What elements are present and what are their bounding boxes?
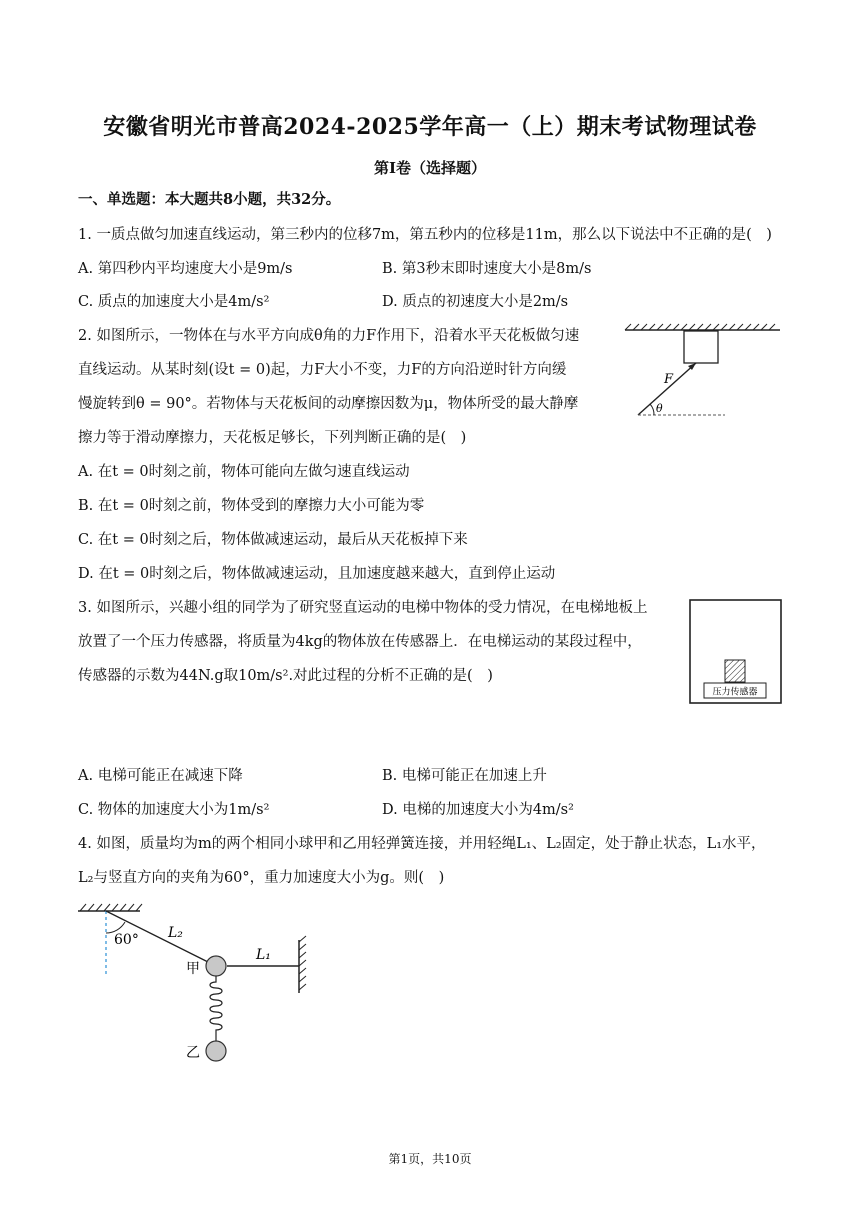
- q2-fig-theta-label: θ: [656, 402, 663, 415]
- q2-block: [684, 331, 718, 363]
- q4-fig-l1-label: L₁: [256, 947, 271, 963]
- q4-stem-line2: L₂与竖直方向的夹角为60°，重力加速度大小为g。则( ): [78, 870, 445, 886]
- section-subtitle: 第Ⅰ卷（选择题）: [373, 159, 487, 177]
- q3-stem-line3: 传感器的示数为44N.g取10m/s².对此过程的分析不正确的是( ): [78, 668, 493, 684]
- page-title: 安徽省明光市普高2024-2025学年高一（上）期末考试物理试卷: [103, 114, 757, 140]
- q1-option-d: D. 质点的初速度大小是2m/s: [382, 294, 569, 310]
- q2-stem-line1: 2. 如图所示，一物体在与水平方向成θ角的力F作用下，沿着水平天花板做匀速: [78, 328, 580, 344]
- q1-option-c: C. 质点的加速度大小是4m/s²: [78, 294, 270, 310]
- q4-fig-angle-label: 60°: [114, 932, 139, 948]
- q4-fig-l2-label: L₂: [168, 925, 183, 941]
- q3-stem-line2: 放置了一个压力传感器，将质量为4kg的物体放在传感器上．在电梯运动的某段过程中，: [78, 634, 642, 650]
- q2-force-arrow: [638, 363, 696, 415]
- q3-figure: [688, 598, 784, 706]
- q4-fig-yi-label: 乙: [186, 1045, 200, 1061]
- q4-spring: [210, 976, 222, 1041]
- q2-fig-f-label: F: [664, 372, 674, 387]
- q3-sensor-label: 压力传感器: [712, 687, 758, 698]
- q3-stem-line1: 3. 如图所示，兴趣小组的同学为了研究竖直运动的电梯中物体的受力情况，在电梯地板上: [78, 600, 648, 616]
- q2-stem-line4: 擦力等于滑动摩擦力，天花板足够长，下列判断正确的是( ): [78, 430, 467, 446]
- q2-option-b: B. 在t = 0时刻之前，物体受到的摩擦力大小可能为零: [78, 498, 425, 514]
- q4-stem-line1: 4. 如图，质量均为m的两个相同小球甲和乙用轻弹簧连接，并用轻绳L₁、L₂固定，处于静止状态，L₁水平，: [78, 836, 766, 852]
- q3-option-c: C. 物体的加速度大小为1m/s²: [78, 802, 270, 818]
- q4-ball-jia: [206, 956, 226, 976]
- q1-option-b: B. 第3秒末即时速度大小是8m/s: [382, 261, 592, 277]
- q4-figure: [70, 895, 320, 1070]
- page-footer: 第1页，共10页: [388, 1152, 472, 1166]
- q4-fig-jia-label: 甲: [186, 961, 200, 977]
- q4-ball-yi: [206, 1041, 226, 1061]
- q3-option-a: A. 电梯可能正在减速下降: [78, 768, 243, 784]
- section-heading: 一、单选题：本大题共8小题，共32分。: [78, 191, 341, 208]
- q3-option-d: D. 电梯的加速度大小为4m/s²: [382, 802, 574, 818]
- q2-stem-line2: 直线运动。从某时刻(设t = 0)起，力F大小不变，力F的方向沿逆时针方向缓: [78, 362, 567, 378]
- q3-object: [725, 660, 745, 682]
- q2-option-d: D. 在t = 0时刻之后，物体做减速运动，且加速度越来越大，直到停止运动: [78, 566, 556, 582]
- q2-option-a: A. 在t = 0时刻之前，物体可能向左做匀速直线运动: [78, 464, 410, 480]
- q1-stem: 1. 一质点做匀加速直线运动，第三秒内的位移7m，第五秒内的位移是11m，那么以下说法中不正确的是( ): [78, 227, 772, 243]
- q1-option-a: A. 第四秒内平均速度大小是9m/s: [78, 261, 293, 277]
- q2-stem-line3: 慢旋转到θ = 90°。若物体与天花板间的动摩擦因数为μ，物体所受的最大静摩: [78, 396, 579, 412]
- q2-figure: [620, 322, 785, 422]
- q3-option-b: B. 电梯可能正在加速上升: [382, 768, 547, 784]
- q2-option-c: C. 在t = 0时刻之后，物体做减速运动，最后从天花板掉下来: [78, 532, 468, 548]
